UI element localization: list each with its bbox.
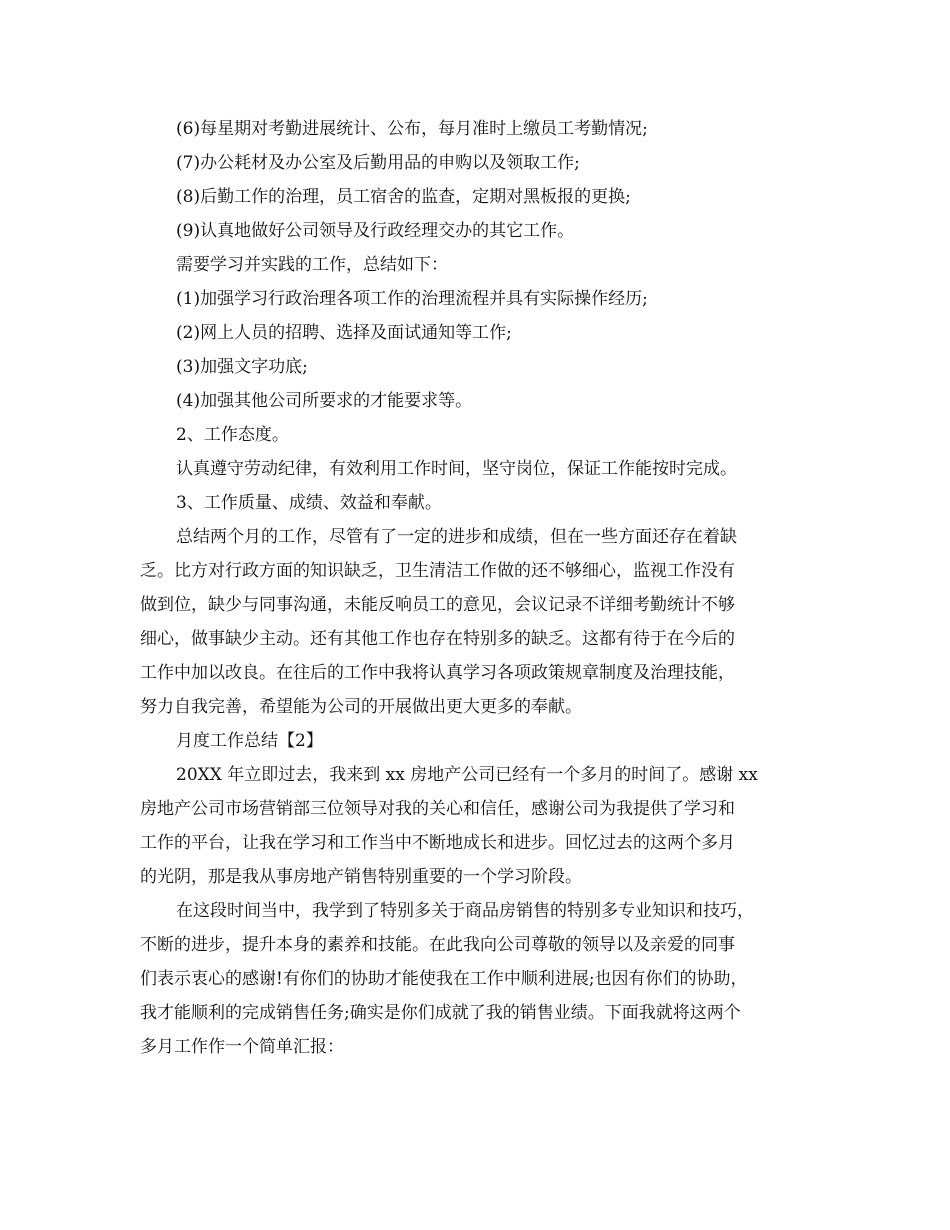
text-line: 乏。比方对行政方面的知识缺乏，卫生清洁工作做的还不够细心，监视工作没有 bbox=[140, 561, 735, 581]
text-line: 的光阴，那是我从事房地产销售特别重要的一个学习阶段。 bbox=[140, 867, 582, 887]
text-line: (6)每星期对考勤进展统计、公布，每月准时上缴员工考勤情况; bbox=[176, 119, 648, 139]
text-line: 努力自我完善，希望能为公司的开展做出更大更多的奉献。 bbox=[140, 697, 582, 717]
text-line: 认真遵守劳动纪律，有效利用工作时间，坚守岗位，保证工作能按时完成。 bbox=[176, 459, 737, 479]
text-line: 总结两个月的工作，尽管有了一定的进步和成绩，但在一些方面还存在着缺 bbox=[176, 527, 737, 547]
text-line: (4)加强其他公司所要求的才能要求等。 bbox=[176, 391, 473, 411]
text-line: 3、工作质量、成绩、效益和奉献。 bbox=[176, 493, 442, 513]
text-line: 我才能顺利的完成销售任务;确实是你们成就了我的销售业绩。下面我就将这两个 bbox=[140, 1003, 741, 1023]
text-line: 在这段时间当中，我学到了特别多关于商品房销售的特别多专业知识和技巧， bbox=[176, 901, 754, 921]
text-line: 不断的进步，提升本身的素养和技能。在此我向公司尊敬的领导以及亲爱的同事 bbox=[140, 935, 735, 955]
text-line: 房地产公司市场营销部三位领导对我的关心和信任，感谢公司为我提供了学习和 bbox=[140, 799, 735, 819]
text-line: (8)后勤工作的治理，员工宿舍的监查，定期对黑板报的更换; bbox=[176, 187, 631, 207]
text-line: 细心，做事缺少主动。还有其他工作也存在特别多的缺乏。这都有待于在今后的 bbox=[140, 629, 735, 649]
text-line: 们表示衷心的感谢!有你们的协助才能使我在工作中顺利进展;也因有你们的协助， bbox=[140, 969, 748, 989]
text-line: (2)网上人员的招聘、选择及面试通知等工作; bbox=[176, 323, 512, 343]
text-line: 做到位，缺少与同事沟通，未能反响员工的意见，会议记录不详细考勤统计不够 bbox=[140, 595, 735, 615]
text-line: 2、工作态度。 bbox=[176, 425, 289, 445]
document-page bbox=[140, 112, 812, 1064]
text-line: (9)认真地做好公司领导及行政经理交办的其它工作。 bbox=[176, 221, 575, 241]
text-line: 20XX 年立即过去，我来到 xx 房地产公司已经有一个多月的时间了。感谢 xx bbox=[176, 765, 758, 785]
text-line: 工作的平台，让我在学习和工作当中不断地成长和进步。回忆过去的这两个多月 bbox=[140, 833, 735, 853]
text-line: (7)办公耗材及办公室及后勤用品的申购以及领取工作; bbox=[176, 153, 580, 173]
text-line: 多月工作作一个简单汇报： bbox=[140, 1037, 344, 1057]
text-line: 月度工作总结【2】 bbox=[176, 731, 323, 751]
text-line: (3)加强文字功底; bbox=[176, 357, 308, 377]
text-line: 需要学习并实践的工作，总结如下： bbox=[176, 255, 448, 275]
text-line: (1)加强学习行政治理各项工作的治理流程并具有实际操作经历; bbox=[176, 289, 648, 309]
text-line: 工作中加以改良。在往后的工作中我将认真学习各项政策规章制度及治理技能， bbox=[140, 663, 735, 683]
